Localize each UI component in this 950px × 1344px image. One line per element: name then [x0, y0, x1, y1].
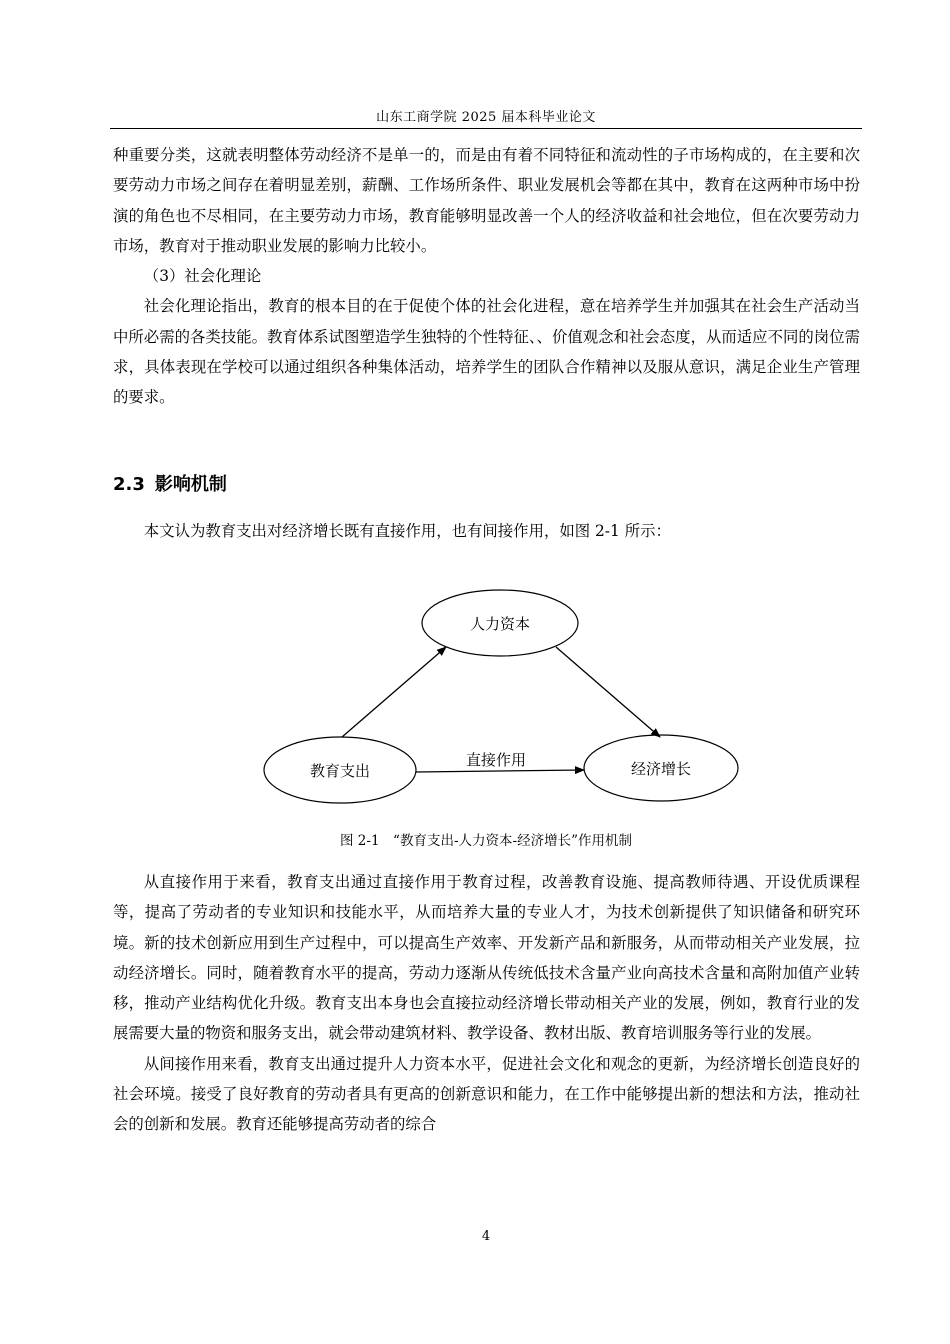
body-text-intro	[113, 516, 860, 546]
section-heading	[113, 470, 227, 496]
paragraph: 种重要分类，这就表明整体劳动经济不是单一的，而是由有着不同特征和流动性的子市场构成的，在主要和次要劳动力市场之间存在着明显差别，薪酬、工作场所条件、职业发展机会等都在其中，教育在这两种市场中扮演的角色也不尽相同，在主要劳动力市场，教育能够明显改善一个人的经济收益和社会地位，但在次要劳动力市场，教育对于推动职业发展的影响力比较小。	[113, 146, 860, 255]
mechanism-diagram	[250, 585, 750, 810]
section-title: 影响机制	[154, 474, 227, 495]
paragraph: 社会化理论指出，教育的根本目的在于促使个体的社会化进程，意在培养学生并加强其在社会生产活动当中所必需的各类技能。教育体系试图塑造学生独特的个性特征、、价值观念和社会态度，从而适应不同的岗位需求，具体表现在学校可以通过组织各种集体活动，培养学生的团队合作精神以及服从意识，满足企业生产管理的要求。	[113, 297, 860, 407]
figure-caption: 图 2-1 “教育支出-人力资本-经济增长”作用机制	[340, 833, 632, 849]
section-number: 2.3	[113, 474, 145, 495]
subheading: （3）社会化理论	[143, 267, 262, 286]
body-text-bottom	[113, 867, 860, 1140]
edge-education-to-growth	[416, 770, 584, 772]
node-label-economic-growth: 经济增长	[630, 760, 692, 778]
header-rule	[110, 128, 862, 129]
paragraph: 从直接作用于来看，教育支出通过直接作用于教育过程，改善教育设施、提高教师待遇、开设优质课程等，提高了劳动者的专业知识和技能水平，从而培养大量的专业人才，为技术创新提供了知识储备和研究环境。新的技术创新应用到生产过程中，可以提高生产效率、开发新产品和新服务，从而带动相关产业发展，拉动经济增长。同时，随着教育水平的提高，劳动力逐渐从传统低技术含量产业向高技术含量和高附加值产业转移，推动产业结构优化升级。教育支出本身也会直接拉动经济增长带动相关产业的发展，例如，教育行业的发展需要大量的物资和服务支出，就会带动建筑材料、教学设备、教材出版、教育培训服务等行业的发展。	[113, 873, 860, 1043]
edge-capital-to-growth	[556, 647, 660, 737]
paragraph: 从间接作用来看，教育支出通过提升人力资本水平，促进社会文化和观念的更新，为经济增长创造良好的社会环境。接受了良好教育的劳动者具有更高的创新意识和能力，在工作中能够提出新的想法和方法，推动社会的创新和发展。教育还能够提高劳动者的综合	[113, 1054, 860, 1134]
node-label-human-capital: 人力资本	[469, 615, 531, 633]
edge-education-to-capital	[342, 647, 446, 737]
page-header: 山东工商学院 2025 届本科毕业论文	[376, 110, 596, 125]
edge-label-direct: 直接作用	[465, 751, 527, 769]
paragraph: 本文认为教育支出对经济增长既有直接作用，也有间接作用，如图 2-1 所示：	[143, 522, 671, 540]
body-text-top	[113, 140, 860, 413]
page-number: 4	[481, 1229, 491, 1244]
node-label-education-spending: 教育支出	[309, 762, 371, 780]
